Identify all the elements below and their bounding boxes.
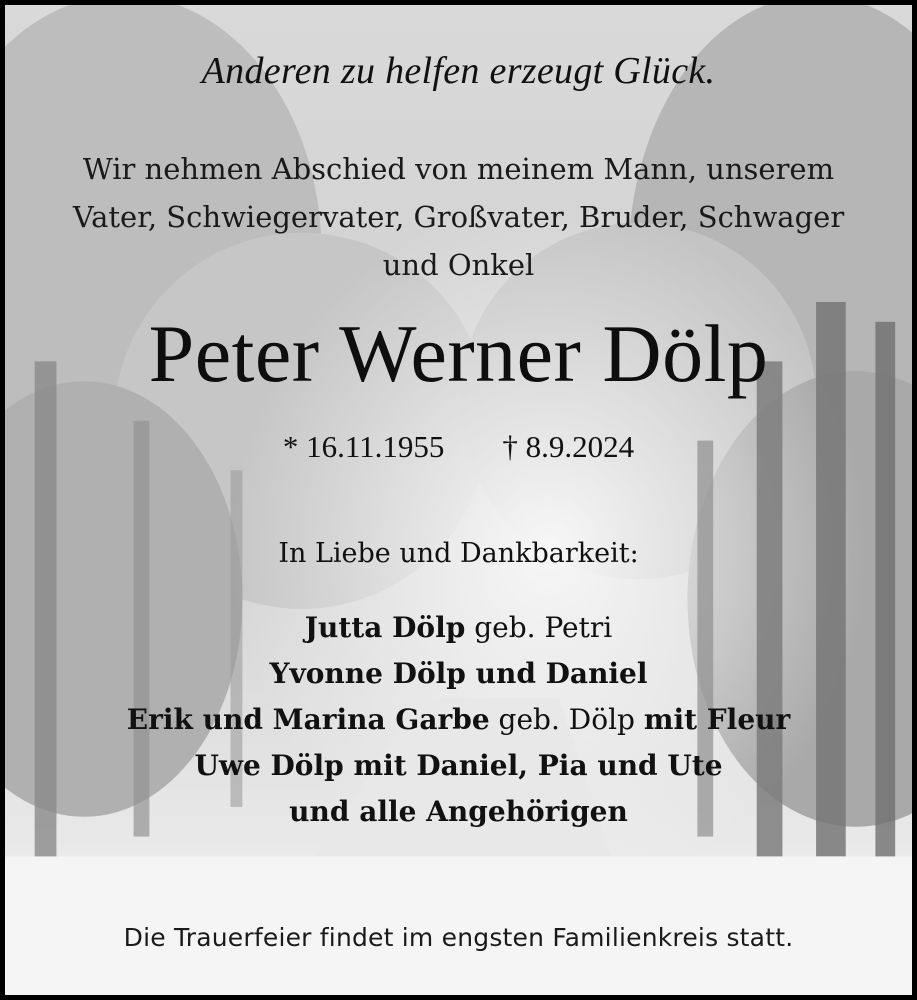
mourner-line — [5, 605, 912, 651]
funeral-note: Die Trauerfeier findet im engsten Familienkreis statt. — [123, 923, 794, 952]
intro-line: Vater, Schwiegervater, Großvater, Bruder, Schwager — [72, 200, 845, 234]
mourner-name-extra: mit Fleur — [643, 703, 791, 736]
life-dates — [5, 429, 912, 465]
intro-line: Wir nehmen Abschied von meinem Mann, unserem — [82, 152, 835, 186]
mourner-name: Erik und Marina Garbe — [126, 703, 490, 736]
death-date: † 8.9.2024 — [502, 429, 635, 464]
mourner-name: Yvonne Dölp und Daniel — [269, 657, 648, 690]
mourner-line — [5, 697, 912, 743]
mourner-note: geb. Petri — [465, 611, 613, 644]
mourners-list — [5, 605, 912, 835]
mourner-line — [5, 789, 912, 835]
mourner-line — [5, 743, 912, 789]
thanks-line: In Liebe und Dankbarkeit: — [278, 538, 639, 569]
mourner-name: Jutta Dölp — [304, 611, 466, 644]
intro-line: und Onkel — [382, 248, 535, 282]
mourner-name: und alle Angehörigen — [289, 795, 628, 828]
deceased-name: Peter Werner Dölp — [148, 308, 769, 399]
mourner-note: geb. Dölp — [489, 703, 644, 736]
birth-date: * 16.11.1955 — [282, 429, 445, 464]
motto-line: Anderen zu helfen erzeugt Glück. — [201, 50, 716, 92]
intro-text — [5, 145, 912, 289]
mourner-name: Uwe Dölp mit Daniel, Pia und Ute — [194, 749, 723, 782]
mourner-line — [5, 651, 912, 697]
